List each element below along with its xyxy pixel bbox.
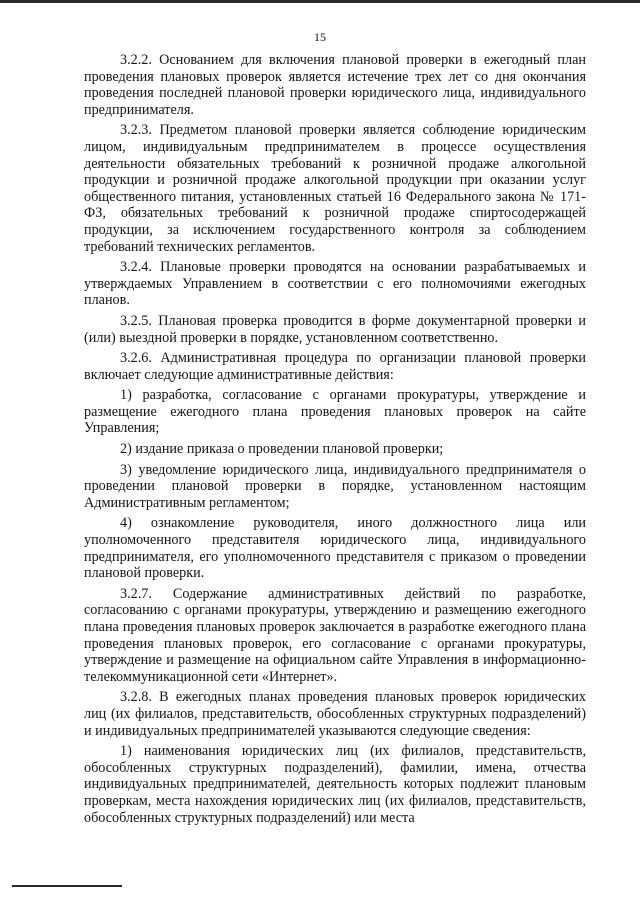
paragraph-3-2-8: 3.2.8. В ежегодных планах проведения плановых проверок юридических лиц (их филиалов, представительств, обособленных структурных подразделений) и индивидуальных предпринимателей указываются следующие сведения: [84, 689, 586, 739]
list-item-1: 1) разработка, согласование с органами прокуратуры, утверждение и размещение ежегодного плана проведения плановых проверок на сайте Управления; [84, 387, 586, 437]
paragraph-3-2-6: 3.2.6. Административная процедура по организации плановой проверки включает следующие административные действия: [84, 350, 586, 383]
paragraph-3-2-2: 3.2.2. Основанием для включения плановой проверки в ежегодный план проведения плановых проверок является истечение трех лет со дня окончания проведения последней плановой проверки юридического лица, индивидуального предпринимателя. [84, 52, 586, 118]
list-item-3: 3) уведомление юридического лица, индивидуального предпринимателя о проведении плановой проверки в порядке, установленном настоящим Административным регламентом; [84, 461, 586, 511]
list-item-3-2-8-1: 1) наименования юридических лиц (их филиалов, представительств, обособленных структурных подразделений), фамилии, имена, отчества индивидуальных предпринимателей, деятельность которых подлежит плановым проверкам, места нахождения юридических лиц (их филиалов, представительств, обособленных структурных подразделений) или места [84, 743, 586, 826]
list-item-2: 2) издание приказа о проведении плановой проверки; [120, 441, 444, 458]
paragraph-3-2-7: 3.2.7. Содержание административных действий по разработке, согласованию с органами прокуратуры, утверждению и размещению ежегодного плана проведения плановых проверок заключается в разработке ежегодного плана проведения плановых проверок, его согласование с органами прокуратуры, утверждение и размещение на официальном сайте Управления в информационно-телекоммуникационной сети «Интернет». [84, 585, 586, 685]
footnote-separator [12, 885, 122, 887]
page-number: 15 [314, 30, 326, 44]
document-body [84, 52, 586, 830]
paragraph-3-2-5: 3.2.5. Плановая проверка проводится в форме документарной проверки и (или) выездной проверки в порядке, установленном соответственно. [84, 312, 586, 346]
top-edge-rule [0, 0, 640, 3]
list-item-4: 4) ознакомление руководителя, иного должностного лица или уполномоченного представителя юридического лица, индивидуального предпринимателя, его уполномоченного представителя с приказом о проведении плановой проверки. [84, 515, 586, 582]
paragraph-3-2-4: 3.2.4. Плановые проверки проводятся на основании разрабатываемых и утверждаемых Управлением в соответствии с его полномочиями ежегодных планов. [84, 259, 586, 309]
paragraph-3-2-3: 3.2.3. Предметом плановой проверки является соблюдение юридическим лицом, индивидуальным предпринимателем в процессе осуществления деятельности обязательных требований к розничной продаже алкогольной продукции и розничной продаже алкогольной продукции при оказании услуг общественного питания, установленных статьей 16 Федерального закона № 171-ФЗ, обязательных требований к розничной продаже спиртосодержащей продукции, за исключением государственного контроля за соблюдением требований технических регламентов. [84, 122, 586, 255]
